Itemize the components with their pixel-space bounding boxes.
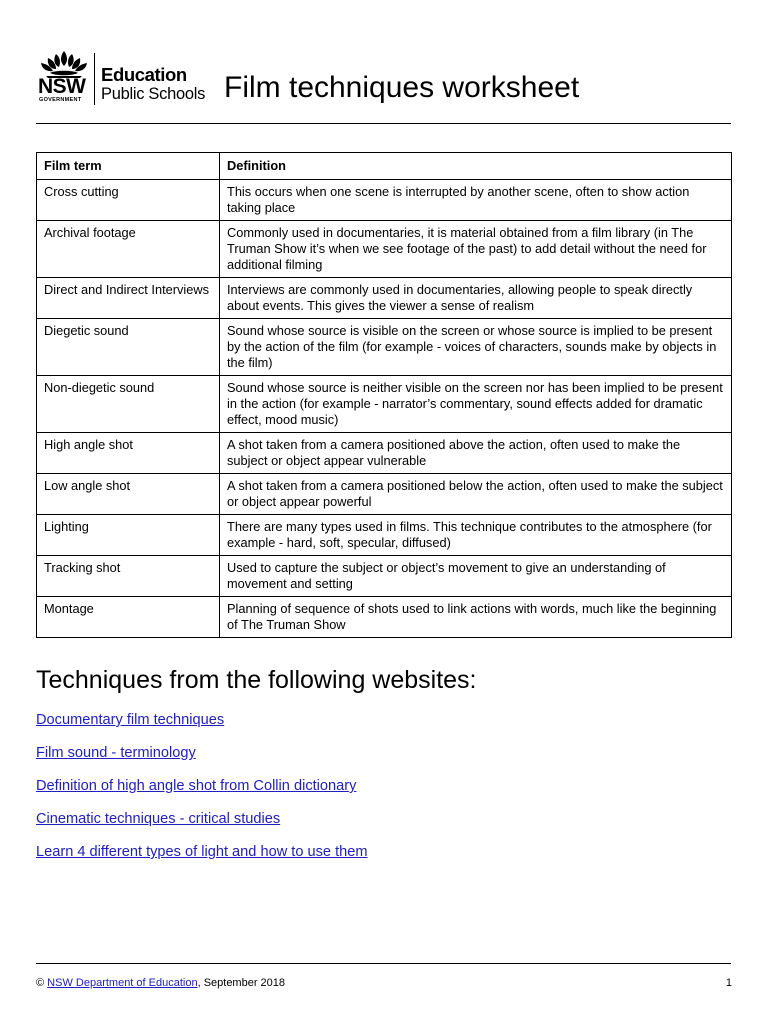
page-footer <box>36 977 732 990</box>
page-title: Film techniques worksheet <box>224 71 580 104</box>
footer-divider <box>36 963 731 964</box>
link-cinematic-techniques[interactable]: Cinematic techniques - critical studies <box>36 811 281 827</box>
logo-government-text: GOVERNMENT <box>39 97 82 103</box>
film-term-cell: Non-diegetic sound <box>37 376 220 433</box>
table-row <box>37 433 732 474</box>
link-high-angle-shot-definition[interactable]: Definition of high angle shot from Collin dictionary <box>36 778 357 794</box>
definition-cell: Interviews are commonly used in documentaries, allowing people to speak directly about events. This gives the viewer a sense of realism <box>220 278 732 319</box>
definition-cell: This occurs when one scene is interrupted by another scene, often to show action taking place <box>220 180 732 221</box>
table-row <box>37 278 732 319</box>
film-term-cell: Low angle shot <box>37 474 220 515</box>
nsw-waratah-logo <box>36 50 98 106</box>
table-row <box>37 376 732 433</box>
definition-cell: Planning of sequence of shots used to link actions with words, much like the beginning of The Truman Show <box>220 597 732 638</box>
column-header-definition: Definition <box>220 153 732 180</box>
film-term-cell: Direct and Indirect Interviews <box>37 278 220 319</box>
definition-cell: Sound whose source is neither visible on the screen nor has been implied to be present in the action (for example - narrator’s commentary, sound effects added for dramatic effect, mood music) <box>220 376 732 433</box>
column-header-film-term: Film term <box>37 153 220 180</box>
link-types-of-light[interactable]: Learn 4 different types of light and how to use them <box>36 844 368 860</box>
page-number: 1 <box>725 977 732 989</box>
table-row <box>37 221 732 278</box>
definition-cell: Used to capture the subject or object’s movement to give an understanding of movement and setting <box>220 556 732 597</box>
logo-divider <box>94 53 95 105</box>
film-term-cell: Lighting <box>37 515 220 556</box>
table-row <box>37 180 732 221</box>
table-header-row <box>37 153 732 180</box>
logo-nsw-text: NSW <box>38 75 86 98</box>
film-term-cell: Archival footage <box>37 221 220 278</box>
film-term-cell: Tracking shot <box>37 556 220 597</box>
definition-cell: A shot taken from a camera positioned below the action, often used to make the subject or object appear powerful <box>220 474 732 515</box>
table-row <box>37 319 732 376</box>
film-term-cell: Diegetic sound <box>37 319 220 376</box>
document-header <box>36 48 736 108</box>
film-term-cell: Cross cutting <box>37 180 220 221</box>
table-row <box>37 556 732 597</box>
link-film-sound-terminology[interactable]: Film sound - terminology <box>36 745 196 761</box>
link-documentary-film-techniques[interactable]: Documentary film techniques <box>36 712 225 728</box>
film-term-cell: High angle shot <box>37 433 220 474</box>
header-divider <box>36 123 731 124</box>
film-term-cell: Montage <box>37 597 220 638</box>
table-row <box>37 474 732 515</box>
logo-education-text: Education <box>101 64 187 85</box>
logo-public-schools-text: Public Schools <box>101 85 206 103</box>
definition-cell: There are many types used in films. This technique contributes to the atmosphere (for example - hard, soft, specular, diffused) <box>220 515 732 556</box>
footer-org-link[interactable]: NSW Department of Education <box>47 977 198 989</box>
footer-copyright: © <box>36 977 48 989</box>
table-row <box>37 515 732 556</box>
film-terms-table <box>36 152 732 638</box>
definition-cell: Sound whose source is visible on the screen or whose source is implied to be present by the action of the film (for example - voices of characters, sounds make by objects in the film) <box>220 319 732 376</box>
websites-link-list <box>36 712 368 877</box>
websites-heading: Techniques from the following websites: <box>36 666 477 694</box>
definition-cell: A shot taken from a camera positioned above the action, often used to make the subject or object appear vulnerable <box>220 433 732 474</box>
table-row <box>37 597 732 638</box>
definition-cell: Commonly used in documentaries, it is material obtained from a film library (in The Truman Show it’s when we see footage of the past) to add detail without the need for additional filming <box>220 221 732 278</box>
footer-date: , September 2018 <box>197 977 286 989</box>
